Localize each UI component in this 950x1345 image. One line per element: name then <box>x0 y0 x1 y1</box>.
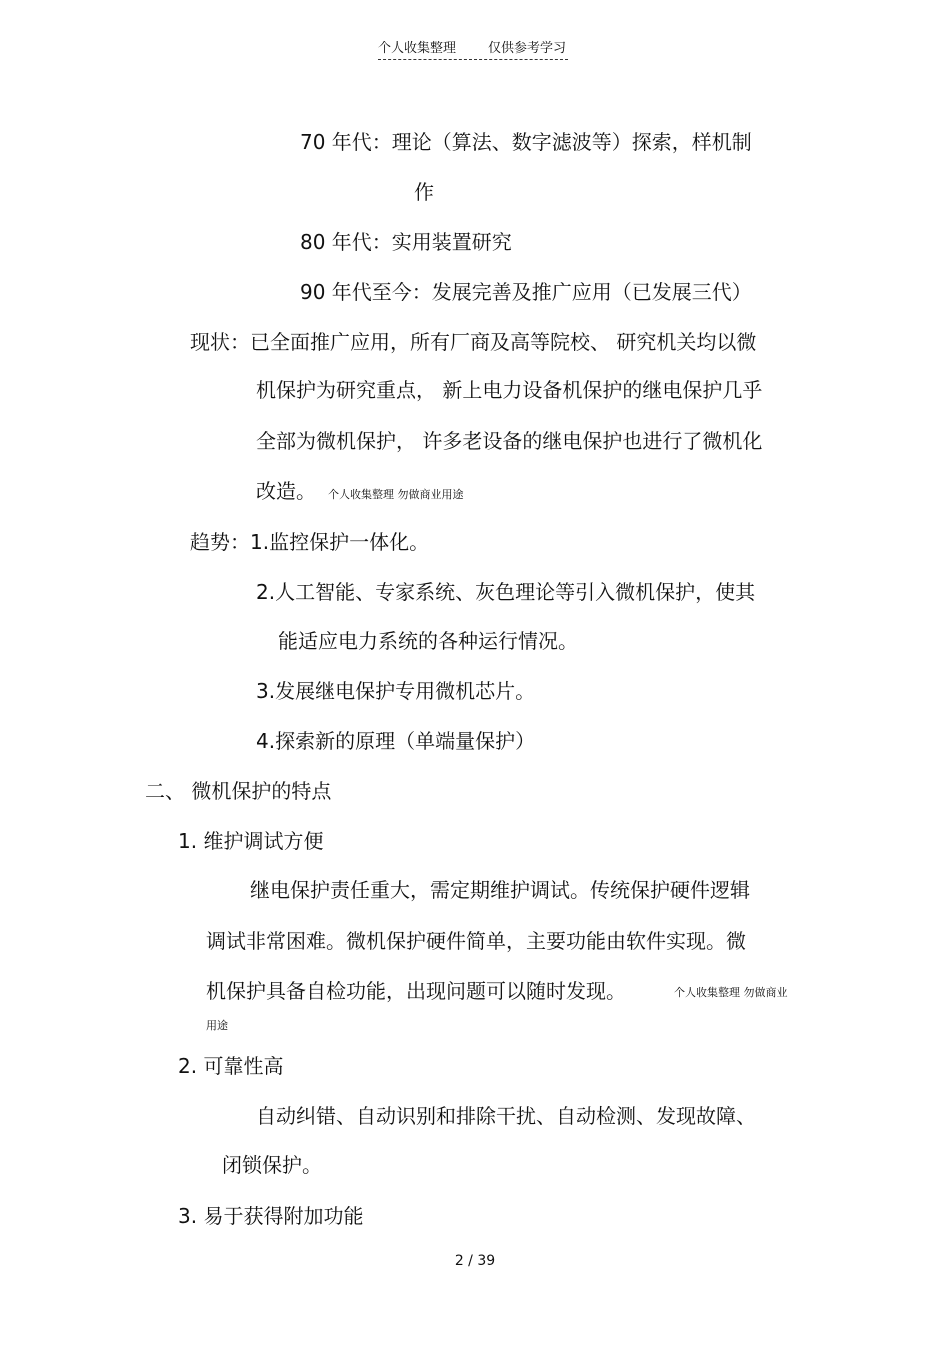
status-line4-text: 改造。 <box>256 479 316 503</box>
history-70s-line1: 70 年代：理论（算法、数字滤波等）探索，样机制 <box>300 130 752 154</box>
item-1-title: 1. 维护调试方便 <box>178 829 324 853</box>
history-70s-line2: 作 <box>414 180 434 204</box>
item-1-line3: 机保护具备自检功能，出现问题可以随时发现。 <box>206 979 626 1003</box>
item-2-line2: 闭锁保护。 <box>222 1153 322 1177</box>
trend-label: 趋势： <box>190 530 250 554</box>
item-1-watermark-note: 个人收集整理 勿做商业 <box>674 986 788 999</box>
history-90s: 90 年代至今：发展完善及推广应用（已发展三代） <box>300 280 752 304</box>
status-line4 <box>256 478 464 508</box>
trend-item-1: 1.监控保护一体化。 <box>250 530 430 554</box>
page-header <box>378 40 566 58</box>
trend-item-2-line1: 2.人工智能、专家系统、灰色理论等引入微机保护，使其 <box>256 580 756 604</box>
item-2-title: 2. 可靠性高 <box>178 1054 284 1078</box>
item-2-line1: 自动纠错、自动识别和排除干扰、自动检测、发现故障、 <box>256 1104 756 1128</box>
status-line3: 全部为微机保护， 许多老设备的继电保护也进行了微机化 <box>256 429 763 453</box>
header-dashed-rule <box>378 59 568 60</box>
item-1-line1: 继电保护责任重大，需定期维护调试。传统保护硬件逻辑 <box>250 878 750 902</box>
trend-line1 <box>190 529 429 555</box>
item-3-title: 3. 易于获得附加功能 <box>178 1204 364 1228</box>
trend-item-4: 4.探索新的原理（单端量保护） <box>256 729 536 753</box>
status-line1: 现状：已全面推广应用，所有厂商及高等院校、 研究机关均以微 <box>190 330 757 354</box>
trend-item-3: 3.发展继电保护专用微机芯片。 <box>256 679 536 703</box>
watermark-note: 个人收集整理 勿做商业用途 <box>328 488 464 501</box>
trend-item-2-line2: 能适应电力系统的各种运行情况。 <box>278 629 578 653</box>
section-2-heading: 二、 微机保护的特点 <box>145 779 332 803</box>
header-right-text: 仅供参考学习 <box>488 41 567 56</box>
history-80s: 80 年代：实用装置研究 <box>300 230 512 254</box>
status-line2: 机保护为研究重点， 新上电力设备机保护的继电保护几乎 <box>256 378 763 402</box>
item-1-line2: 调试非常困难。微机保护硬件简单，主要功能由软件实现。微 <box>206 929 746 953</box>
item-1-watermark-note-cont: 用途 <box>206 1019 228 1032</box>
page-number: 2 / 39 <box>454 1253 496 1269</box>
header-left-text: 个人收集整理 <box>378 41 457 56</box>
